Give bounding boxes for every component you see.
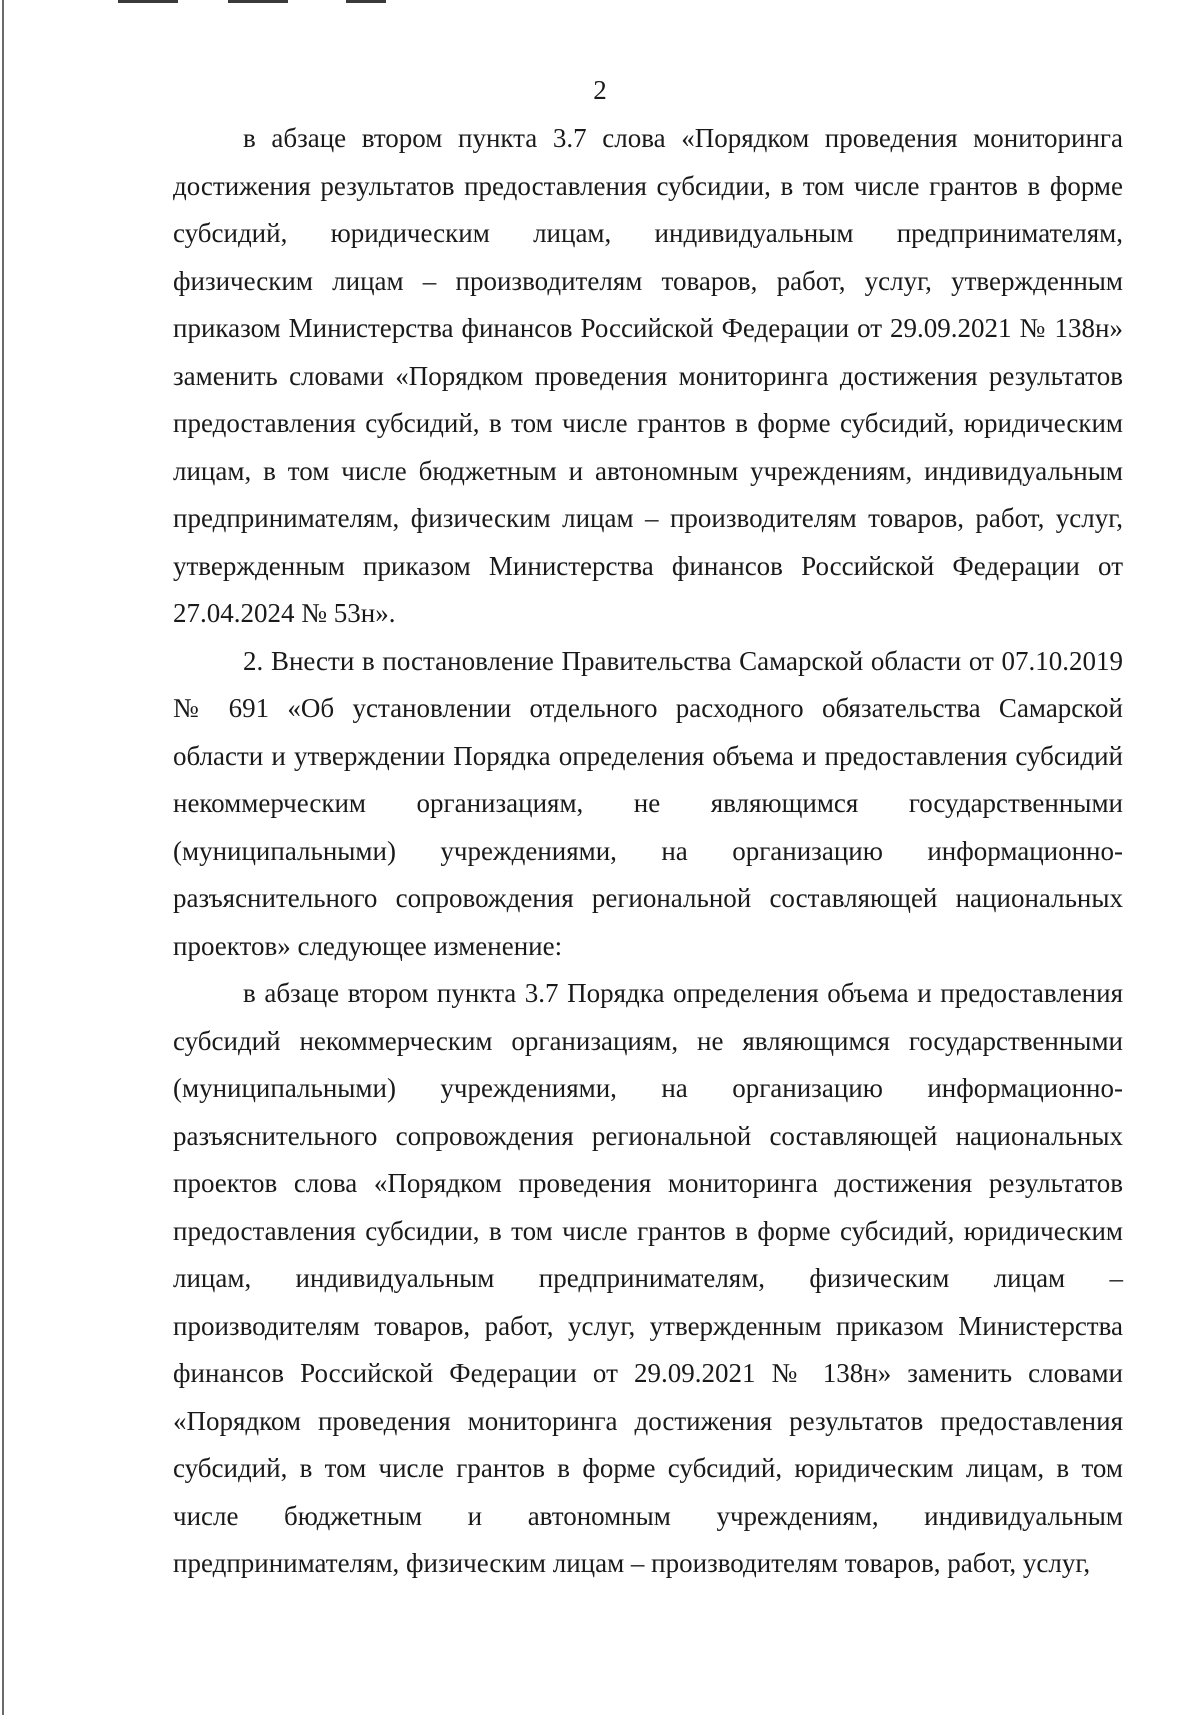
paragraph-amendment-1: в абзаце втором пункта 3.7 слова «Порядком проведения мониторинга достижения результатов предоставления субсидии, в том числе грантов в форме субсидий, юридическим лицам, индивидуальным предпринимателям, физическим лицам – производителям товаров, работ, услуг, утвержденным приказом Министерства финансов Российской Федерации от 29.09.2021 № 138н» заменить словами «Порядком проведения мониторинга достижения результатов предоставления субсидий, в том числе грантов в форме субсидий, юридическим лицам, в том числе бюджетным и автономным учреждениям, индивидуальным предпринимателям, физическим лицам – производителям товаров, работ, услуг, утвержденным приказом Министерства финансов Российской Федерации от 27.04.2024 № 53н». [173,123,1123,628]
page-number: 2 [593,75,607,105]
paragraph-item-2: 2. Внести в постановление Правительства Самарской области от 07.10.2019 № 691 «Об установлении отдельного расходного обязательства Самарской области и утверждении Порядка определения объема и предоставления субсидий некоммерческим организациям, не являющимся государственными (муниципальными) учреждениями, на организацию информационно-разъяснительного сопровождения региональной составляющей национальных проектов» следующее изменение: [173,645,1123,961]
scan-top-mark [228,0,288,3]
scan-left-edge [2,0,4,1715]
paragraph-amendment-2: в абзаце втором пункта 3.7 Порядка определения объема и предоставления субсидий некоммерческим организациям, не являющимся государственными (муниципальными) учреждениями, на организацию информационно-разъяснительного сопровождения региональной составляющей национальных проектов слова «Порядком проведения мониторинга достижения результатов предоставления субсидии, в том числе грантов в форме субсидий, юридическим лицам, индивидуальным предпринимателям, физическим лицам – производителям товаров, работ, услуг, утвержденным приказом Министерства финансов Российской Федерации от 29.09.2021 № 138н» заменить словами «Порядком проведения мониторинга достижения результатов предоставления субсидий, в том числе грантов в форме субсидий, юридическим лицам, в том числе бюджетным и автономным учреждениям, индивидуальным предпринимателям, физическим лицам – производителям товаров, работ, услуг, [173,978,1123,1578]
scan-top-mark [346,0,386,3]
scan-top-mark [118,0,178,3]
document-body [173,115,1123,1588]
